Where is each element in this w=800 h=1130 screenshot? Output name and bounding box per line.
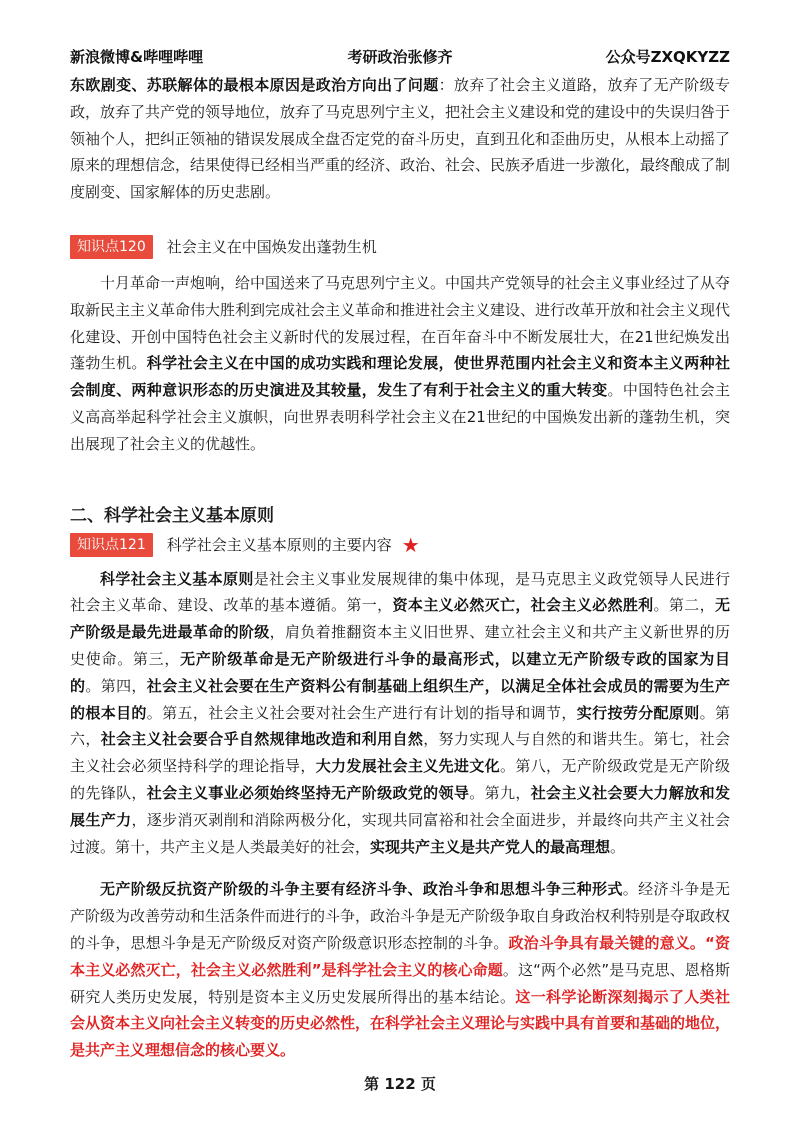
principle-text: 。第九， [469,783,531,802]
principle-text: ，肩负着推翻资本主义旧世界、建立社会主义和共产主义新世界的历史使命。第三， [70,623,730,668]
struggle-highlight: 政治斗争具有最关键的意义。 [508,933,705,952]
principles-paragraph [70,566,730,861]
struggle-paragraph [70,876,730,1064]
kp120-bold-1: 科学社会主义在中国的成功实践和理论发展，使世界范围内社会主义和资本主义两种社会制度、两种意识形态的历史演进及其较量，发生了有利于社会主义的重大转变 [70,354,730,400]
principle-bold: 社会主义社会要在生产资料公有制基础上组织生产，以满足全体社会成员的需要为生产的根本目的 [70,676,730,722]
principle-bold: 大力发展社会主义先进文化 [315,757,500,776]
struggle-highlight: 这一科学论断深刻揭示了人类社会从资本主义向社会主义转变的历史必然性，在科学社会主义理论与实践中具有首要和基础的地位，是共产主义理想信念的核心要义。 [70,987,731,1060]
principle-bold: 无产阶级是最先进最革命的阶级 [70,596,730,642]
principle-text: 。第八，无产阶级政党是无产阶级的先锋队， [70,757,730,802]
knowledge-point-120 [70,234,730,260]
principle-bold: 社会主义社会要合乎自然规律地改造和利用自然 [100,730,424,749]
principle-bold: 实现共产主义是共产党人的最高理想 [370,837,611,856]
page-number: 第 122 页 [364,1075,436,1093]
principle-bold: 无产阶级革命是无产阶级进行斗争的最高形式，以建立无产阶级专政的国家为目的 [70,649,730,695]
kp120-text-2: 。中国特色社会主义高高举起科学社会主义旗帜，向世界表明科学社会主义在21世纪的中国焕发出新的蓬勃生机，突出展现了社会主义的优越性。 [70,381,730,453]
kp120-text-1: 十月革命一声炮响，给中国送来了马克思列宁主义。中国共产党领导的社会主义事业经过了从夺取新民主主义革命伟大胜利到完成社会主义革命和推进社会主义建设、进行改革开放和社会主义现代化建设、开创中国特色社会主义新时代的发展过程，在百年奋斗中不断发展壮大，在21世纪焕发出蓬勃生机。 [70,273,731,373]
intro-paragraph [70,72,730,206]
struggle-bold: 无产阶级反抗资产阶级的斗争主要有经济斗争、政治斗争和思想斗争三种形式 [100,880,623,899]
principle-text: ，努力实现人与自然的和谐共生。第七，社会主义社会必须坚持科学的理论指导， [70,730,730,776]
principle-text: 。第六， [70,703,730,749]
struggle-text: 。这“两个必然”是马克思、恩格斯研究人类历史发展，特别是资本主义历史发展所得出的基本结论。 [70,960,730,1006]
kp120-title: 社会主义在中国焕发出蓬勃生机 [166,238,377,257]
kp121-title: 科学社会主义基本原则的主要内容 [166,536,392,555]
page-content [70,72,730,1064]
principle-text: 。第四， [85,676,147,695]
intro-text: ：放弃了社会主义道路，放弃了无产阶级专政，放弃了共产党的领导地位，放弃了马克思列宁主义，把社会主义建设和党的建设中的失误归咎于领袖个人，把纠正领袖的错误发展成全盘否定党的奋斗历史，直到丑化和歪曲历史，从根本上动摇了原来的理想信念，结果使得已经相当严重的经济、政治、社会、民族矛盾进一步激化，最终酿成了制度剧变、国家解体的历史悲剧。 [70,76,731,202]
header-left-text: 新浪微博&哔哩哔哩 [70,48,204,66]
page-header [70,46,730,70]
principle-text: ，逐步消灭剥削和消除两极分化，实现共同富裕和社会全面进步，并最终向共产主义社会过渡。第十，共产主义是人类最美好的社会， [70,810,730,856]
struggle-text: 。经济斗争是无产阶级为改善劳动和生活条件而进行的斗争，政治斗争是无产阶级争取自身政治权利特别是夺取政权的斗争，思想斗争是无产阶级反对资产阶级意识形态控制的斗争。 [70,880,731,952]
principle-bold: 社会主义事业必须始终坚持无产阶级政党的领导 [146,783,470,802]
intro-bold: 东欧剧变、苏联解体的最根本原因是政治方向出了问题 [70,76,439,94]
header-right-text: 公众号ZXQKYZZ [605,48,730,66]
principle-bold: 社会主义社会要大力解放和发展生产力 [70,783,730,829]
section-title: 二、科学社会主义基本原则 [70,505,274,526]
principle-text: 。第二， [653,596,715,615]
kp120-tag: 知识点120 [70,235,153,259]
kp121-tag: 知识点121 [70,533,153,557]
star-icon: ★ [401,532,420,557]
kp120-paragraph [70,270,730,458]
principle-bold: 实行按劳分配原则 [576,703,700,722]
principle-text: 。 [610,837,626,856]
knowledge-point-121 [70,532,730,558]
principle-text: 是社会主义事业发展规律的集中体现，是马克思主义政党领导人民进行社会主义革命、建设、改革的基本遵循。第一， [70,569,730,615]
struggle-highlight: “资本主义必然灭亡，社会主义必然胜利”是科学社会主义的核心命题 [70,933,730,979]
principle-bold: 资本主义必然灭亡，社会主义必然胜利 [392,596,654,615]
principle-text: 。第五，社会主义社会要对社会生产进行有计划的指导和调节， [146,703,577,722]
header-center-text: 考研政治张修齐 [347,48,453,66]
principle-bold: 科学社会主义基本原则 [100,569,254,588]
